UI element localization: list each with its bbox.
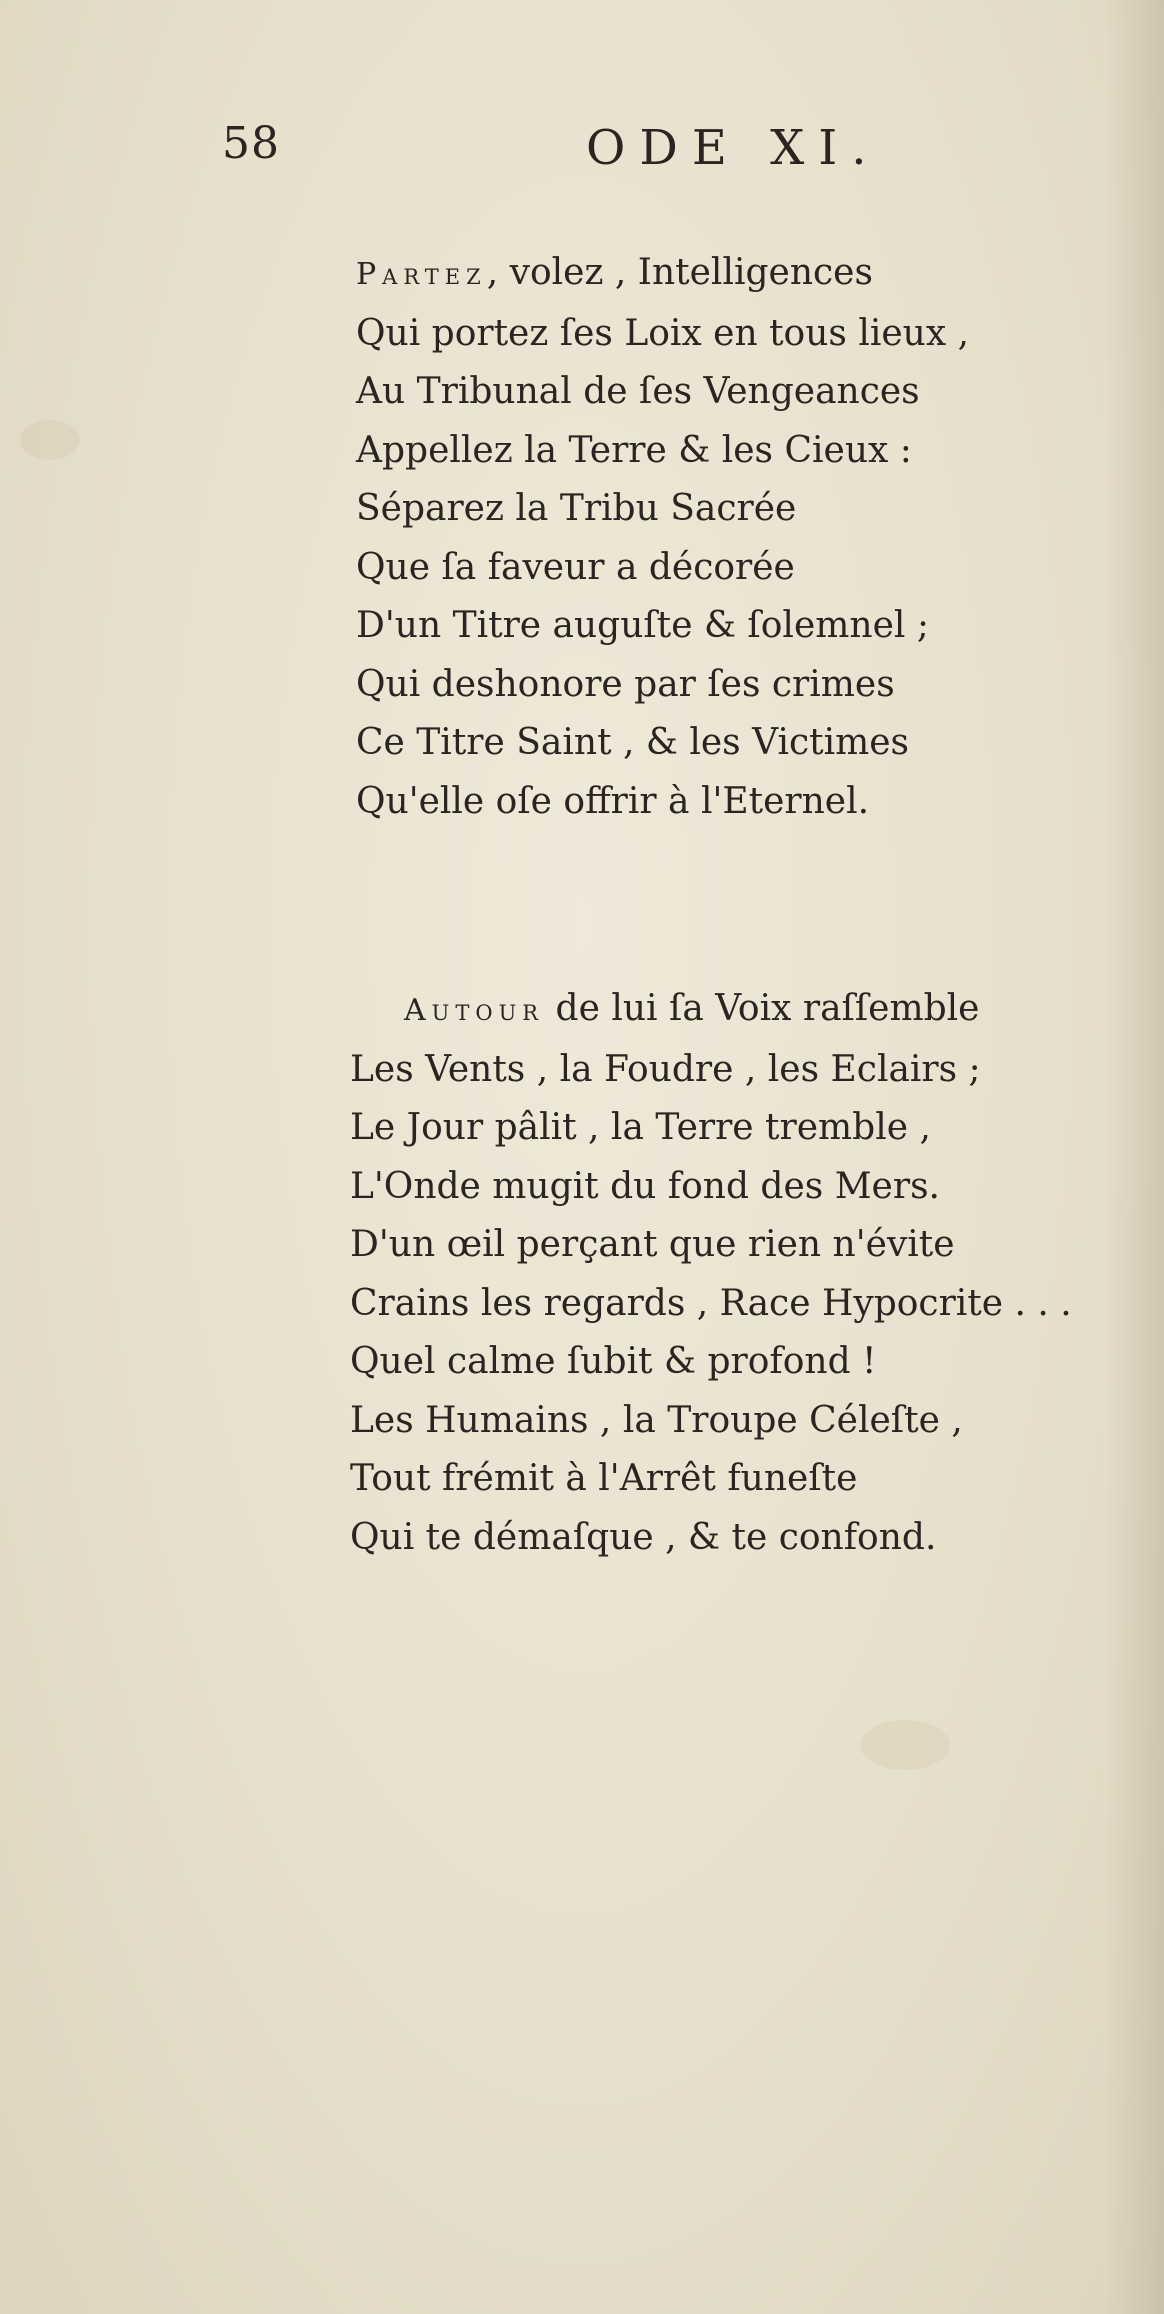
verse-line: Qui te démaſque , & te confond. [350, 1516, 937, 1558]
verse-line: Crains les regards , Race Hypocrite . . . [350, 1282, 1072, 1324]
paper-stain [20, 420, 80, 460]
verse-line: Qui portez ſes Loix en tous lieux , [356, 312, 970, 354]
verse-line: Appellez la Terre & les Cieux : [356, 429, 912, 471]
verse-line: Au Tribunal de ſes Vengeances [356, 371, 920, 412]
verse-lead-word: Partez [356, 257, 487, 292]
verse-line: Quel calme ſubit & profond ! [350, 1341, 877, 1382]
verse-text: , volez , Intelligences [486, 252, 873, 293]
verse-line: D'un œil perçant que rien n'évite [350, 1224, 955, 1265]
verse-lead-word: Autour [404, 993, 545, 1028]
verse-line: Que ſa faveur a décorée [356, 546, 795, 588]
verse-line: L'Onde mugit du fond des Mers. [350, 1165, 940, 1207]
verse-line: Le Jour pâlit , la Terre tremble , [350, 1107, 931, 1148]
paper-stain [860, 1720, 950, 1770]
stanza [350, 980, 1072, 1567]
stanza [356, 244, 969, 831]
page-gutter-shadow [1104, 0, 1164, 2314]
verse-line: Les Humains , la Troupe Céleſte , [350, 1399, 963, 1441]
verse-line: Les Vents , la Foudre , les Eclairs ; [350, 1048, 981, 1090]
verse-line: Qu'elle oſe offrir à l'Eternel. [356, 780, 870, 822]
running-head: ODE XI. [586, 120, 881, 176]
verse-line: Séparez la Tribu Sacrée [356, 488, 797, 529]
page-number: 58 [222, 118, 280, 169]
verse-line [356, 244, 969, 305]
verse-line: Tout frémit à l'Arrêt funeſte [350, 1458, 858, 1499]
verse-line [404, 980, 1072, 1041]
verse-line: Ce Titre Saint , & les Victimes [356, 722, 910, 763]
verse-text: de lui ſa Voix raſſemble [544, 988, 980, 1029]
verse-line: D'un Titre auguſte & ſolemnel ; [356, 605, 929, 646]
verse-line: Qui deshonore par ſes crimes [356, 663, 895, 705]
